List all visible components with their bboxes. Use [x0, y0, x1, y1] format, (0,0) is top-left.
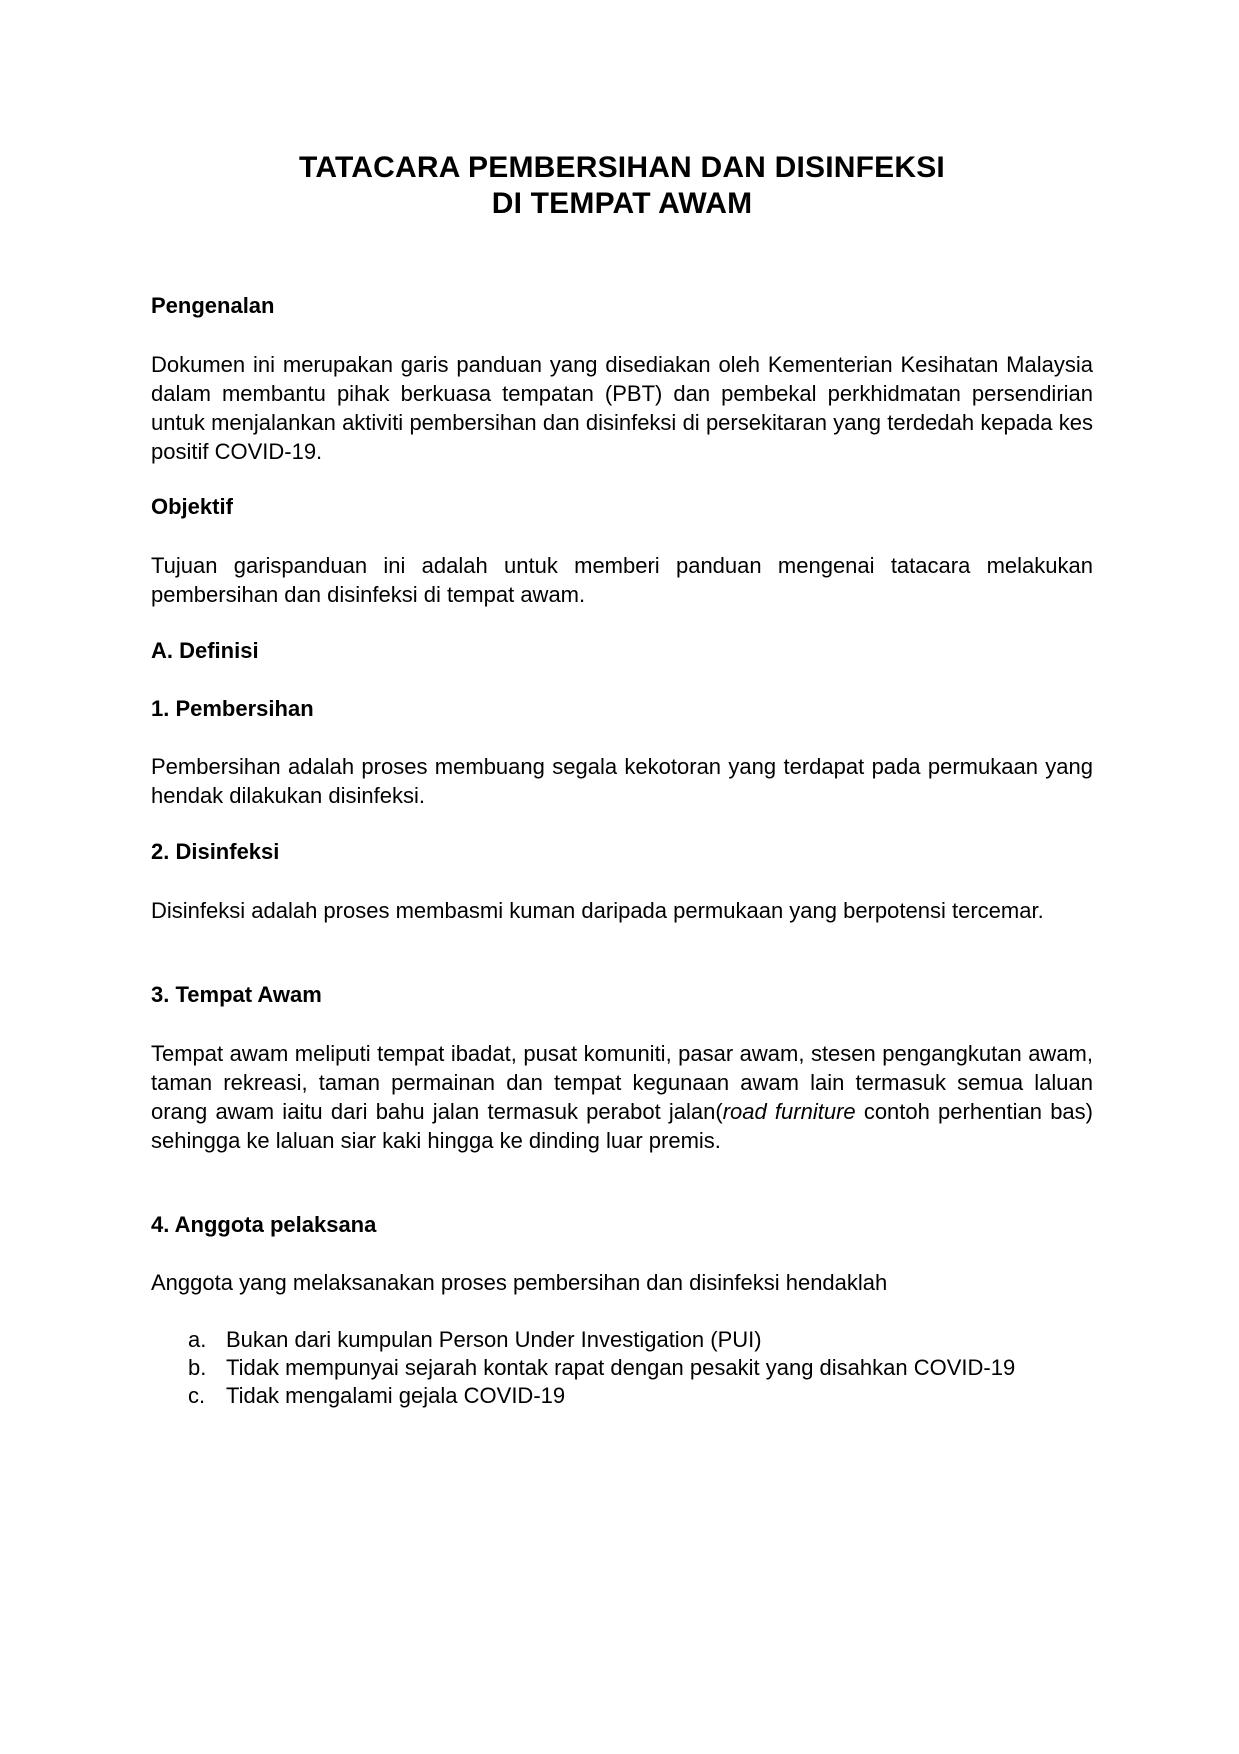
section-heading: 4. Anggota pelaksana — [151, 1212, 377, 1237]
list-marker: b. — [188, 1355, 207, 1380]
section-definisi — [151, 637, 1093, 665]
paragraph: Anggota yang melaksanakan proses pembersihan dan disinfeksi hendaklah — [151, 1270, 888, 1295]
section-disinfeksi — [151, 838, 1093, 866]
section-pembersihan — [151, 695, 1093, 723]
list-text: Bukan dari kumpulan Person Under Investigation (PUI) — [226, 1327, 762, 1352]
section-heading: 3. Tempat Awam — [151, 982, 322, 1007]
section-objektif — [151, 493, 1093, 521]
paragraph: Tujuan garispanduan ini adalah untuk memberi panduan mengenai tatacara melakukan pembersihan dan disinfeksi di tempat awam. — [151, 553, 1093, 607]
section-anggota — [151, 1211, 1093, 1239]
section-pengenalan-body — [151, 350, 1093, 466]
section-heading: Objektif — [151, 494, 233, 519]
section-heading: 2. Disinfeksi — [151, 839, 280, 864]
section-anggota-body — [151, 1268, 1093, 1297]
paragraph-text: contoh perhentian bas) sehingga ke laluan siar kaki hingga ke dinding luar premis. — [151, 1099, 1093, 1153]
title-line-1: TATACARA PEMBERSIHAN DAN DISINFEKSI — [299, 151, 945, 184]
title-line-2: DI TEMPAT AWAM — [491, 187, 753, 220]
section-pembersihan-body — [151, 752, 1093, 810]
list-item — [151, 1354, 1093, 1382]
section-heading: Pengenalan — [151, 293, 275, 318]
document-page — [151, 150, 1093, 1408]
paragraph — [151, 1039, 1093, 1155]
paragraph: Pembersihan adalah proses membuang segala kekotoran yang terdapat pada permukaan yang hendak dilakukan disinfeksi. — [151, 754, 1093, 808]
section-disinfeksi-body — [151, 896, 1093, 925]
list-marker: a. — [188, 1327, 207, 1352]
section-heading: A. Definisi — [151, 638, 259, 663]
paragraph-text: Tempat awam meliputi tempat ibadat, pusat komuniti, pasar awam, stesen pengangkutan awam, taman rekreasi, taman permainan dan tempat kegunaan awam lain termasuk semua laluan orang awam iaitu dari bahu jalan termasuk perabot jalan( — [151, 1041, 1093, 1124]
list-text: Tidak mengalami gejala COVID-19 — [226, 1383, 566, 1408]
requirements-list — [151, 1326, 1093, 1410]
section-tempat-awam — [151, 981, 1093, 1009]
list-text: Tidak mempunyai sejarah kontak rapat dengan pesakit yang disahkan COVID-19 — [226, 1355, 1016, 1380]
italic-term: road furniture — [722, 1099, 856, 1124]
list-item — [151, 1326, 1093, 1354]
section-objektif-body — [151, 551, 1093, 609]
paragraph: Dokumen ini merupakan garis panduan yang disediakan oleh Kementerian Kesihatan Malaysia dalam membantu pihak berkuasa tempatan (PBT) dan pembekal perkhidmatan persendirian untuk menjalankan aktiviti pembersihan dan disinfeksi di persekitaran yang terdedah kepada kes positif COVID-19. — [151, 352, 1093, 464]
section-pengenalan — [151, 292, 1093, 320]
document-title — [151, 150, 1093, 222]
list-marker: c. — [188, 1383, 206, 1408]
list-item — [151, 1382, 1093, 1410]
section-heading: 1. Pembersihan — [151, 696, 314, 721]
section-tempat-awam-body — [151, 1039, 1093, 1155]
paragraph: Disinfeksi adalah proses membasmi kuman daripada permukaan yang berpotensi tercemar. — [151, 898, 1044, 923]
